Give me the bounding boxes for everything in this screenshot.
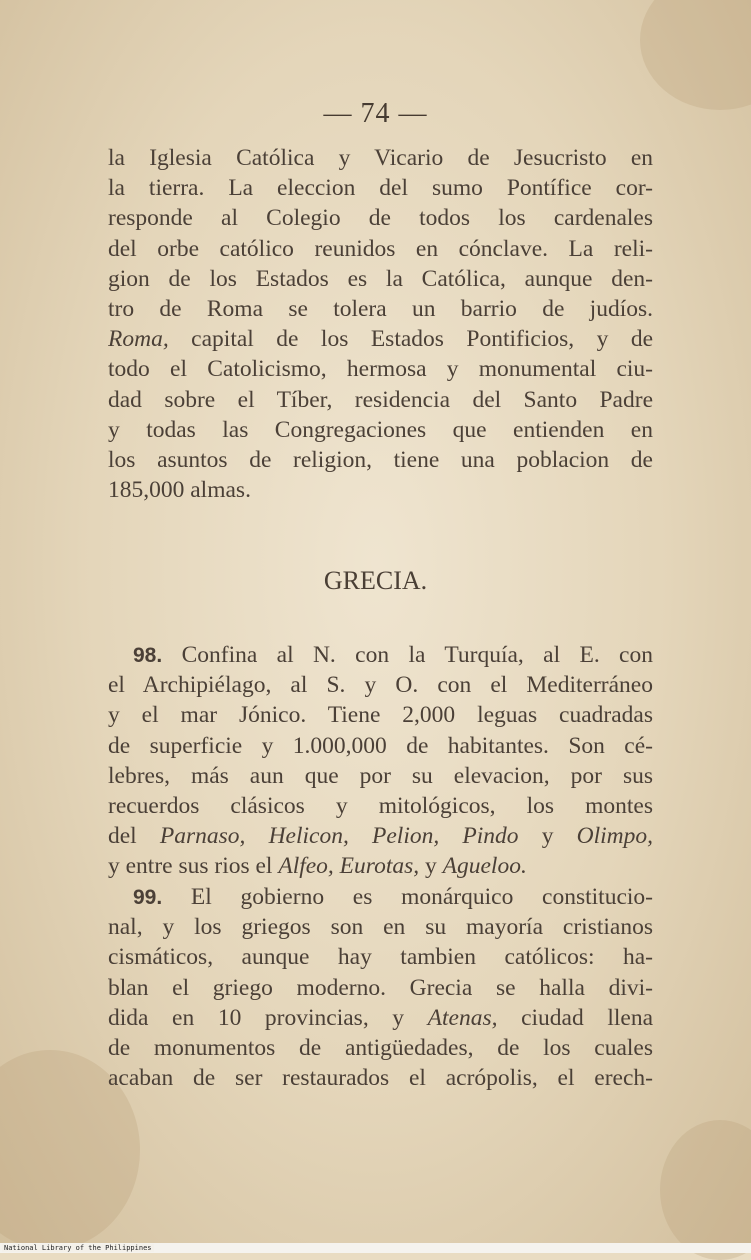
text-run: ciudad llena: [497, 1004, 653, 1031]
paragraph-number: 99.: [133, 886, 163, 909]
text-line: de monumentos de antigüedades, de los cuales: [108, 1034, 653, 1061]
text-line: dad sobre el Tíber, residencia del Santo Padre: [108, 386, 653, 413]
text-run: Confina al N. con la Turquía, al E. con: [162, 642, 653, 668]
text-line: del orbe católico reunidos en cónclave. La reli-: [108, 235, 653, 262]
text-run: capital de los Estados Pontificios, y de: [168, 326, 653, 353]
text-line: responde al Colegio de todos los cardenales: [108, 205, 653, 232]
text-line: [108, 882, 653, 912]
library-credit: National Library of the Philippines: [4, 1244, 152, 1252]
italic-place-name: Roma,: [108, 326, 169, 353]
text-run: y: [419, 853, 443, 880]
text-line: la tierra. La eleccion del sumo Pontífice cor-: [108, 175, 653, 202]
text-line: 185,000 almas.: [108, 477, 251, 504]
text-line: [108, 324, 653, 354]
text-line: y todas las Congregaciones que entienden en: [108, 416, 653, 443]
italic-mountain: Olimpo,: [576, 823, 653, 850]
section-title: GRECIA.: [323, 566, 428, 595]
italic-mountains: Parnaso, Helicon, Pelion, Pindo: [159, 823, 519, 850]
text-line: recuerdos clásicos y mitológicos, los montes: [108, 792, 653, 819]
paragraph-roma: [108, 143, 653, 505]
text-line: tro de Roma se tolera un barrio de judíos.: [108, 295, 653, 322]
text-line: [108, 851, 653, 881]
text-run: y: [518, 823, 577, 850]
text-run: dida en 10 provincias, y: [108, 1004, 428, 1031]
text-line: gion de los Estados es la Católica, aunque den-: [108, 265, 653, 292]
paragraph-number: 98.: [133, 644, 163, 667]
text-run: del: [108, 823, 160, 850]
text-line: de superficie y 1.000,000 de habitantes. Son cé-: [108, 732, 653, 759]
italic-river: Agueloo.: [442, 853, 527, 880]
text-run: El gobierno es monárquico constitucio-: [162, 884, 653, 910]
text-line: cismáticos, aunque hay tambien católicos: ha-: [108, 944, 653, 971]
text-line: nal, y los griegos son en su mayoría cristianos: [108, 914, 653, 941]
paper-stain: [660, 1120, 751, 1260]
italic-city: Atenas,: [427, 1004, 498, 1031]
text-line: [108, 1003, 653, 1033]
text-line: lebres, más aun que por su elevacion, por sus: [108, 762, 653, 789]
paragraph-99: [108, 882, 653, 1093]
text-line: y el mar Jónico. Tiene 2,000 leguas cuadradas: [108, 702, 653, 729]
text-line: el Archipiélago, al S. y O. con el Mediterráneo: [108, 672, 653, 699]
text-line: todo el Catolicismo, hermosa y monumental ciu-: [108, 356, 653, 383]
text-line: acaban de ser restaurados el acrópolis, el erech-: [108, 1065, 653, 1092]
paragraph-98: [108, 640, 653, 882]
text-line: [108, 821, 653, 851]
text-line: [108, 640, 653, 670]
text-run: y entre sus rios el: [108, 853, 279, 880]
text-line: la Iglesia Católica y Vicario de Jesucristo en: [108, 145, 653, 171]
text-line: blan el griego moderno. Grecia se halla divi-: [108, 974, 653, 1001]
paper-stain: [640, 0, 751, 110]
page-number: — 74 —: [323, 98, 428, 129]
text-line: los asuntos de religion, tiene una poblacion de: [108, 446, 653, 473]
italic-rivers: Alfeo, Eurotas,: [278, 853, 420, 880]
